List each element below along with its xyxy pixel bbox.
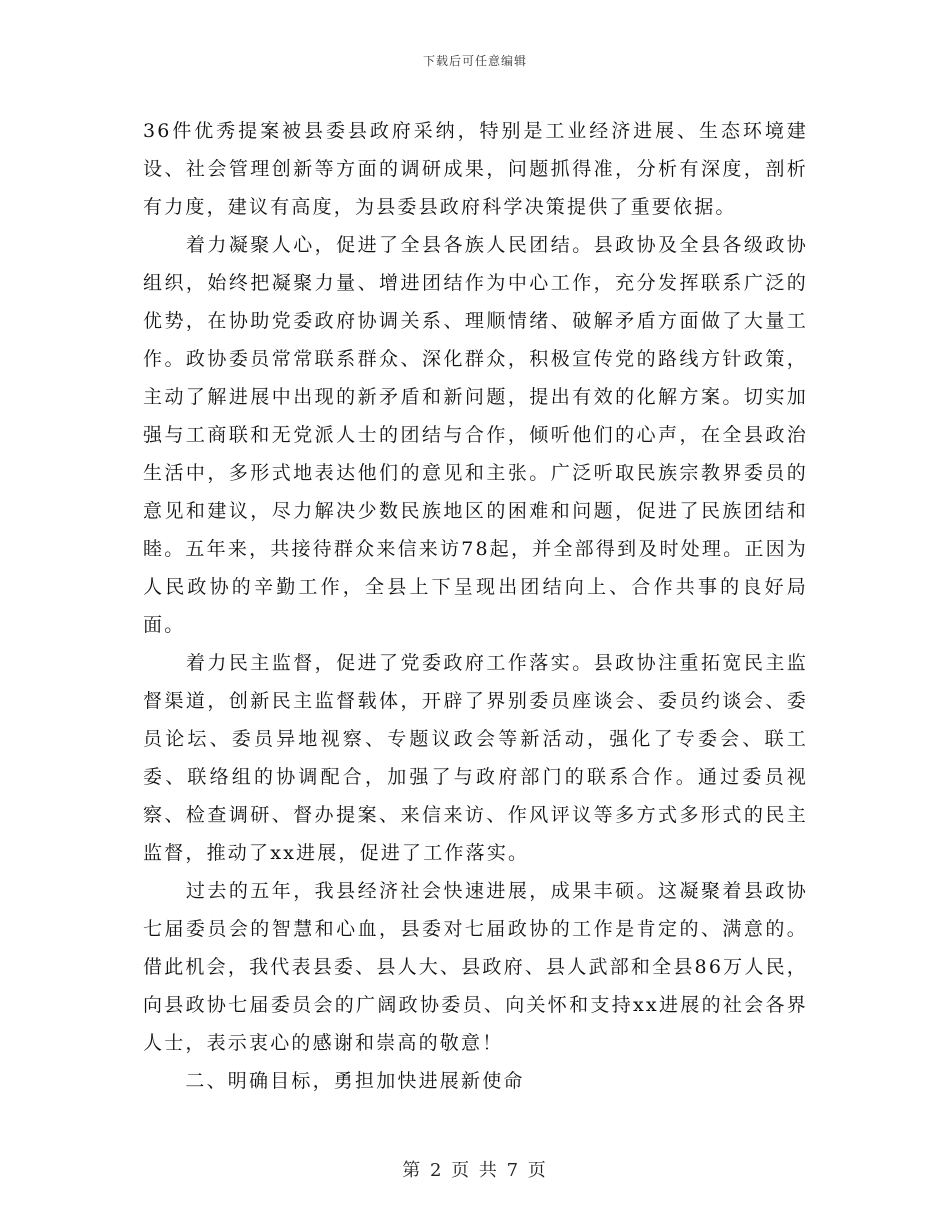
paragraph-4: 过去的五年，我县经济社会快速进展，成果丰硕。这凝聚着县政协七届委员会的智慧和心血，县委对七届政协的工作是肯定的、满意的。借此机会，我代表县委、县人大、县政府、县人武部和全县86万人民，向县政协七届委员会的广阔政协委员、向关怀和支持xx进展的社会各界人士，表示衷心的感谢和崇高的敬意！ (143, 880, 808, 1054)
document-body (143, 112, 808, 1100)
paragraph-3: 着力民主监督，促进了党委政府工作落实。县政协注重拓宽民主监督渠道，创新民主监督载体，开辟了界别委员座谈会、委员约谈会、委员论坛、委员异地视察、专题议政会等新活动，强化了专委会、联工委、联络组的协调配合，加强了与政府部门的联系合作。通过委员视察、检查调研、督办提案、来信来访、作风评议等多方式多形式的民主监督，推动了xx进展，促进了工作落实。 (143, 652, 808, 864)
paragraph-1: 36件优秀提案被县委县政府采纳，特别是工业经济进展、生态环境建设、社会管理创新等方面的调研成果，问题抓得准，分析有深度，剖析有力度，建议有高度，为县委县政府科学决策提供了重要依据。 (143, 120, 808, 218)
section-heading: 二、明确目标，勇担加快进展新使命 (143, 1070, 525, 1092)
paragraph-2: 着力凝聚人心，促进了全县各族人民团结。县政协及全县各级政协组织，始终把凝聚力量、增进团结作为中心工作，充分发挥联系广泛的优势，在协助党委政府协调关系、理顺情绪、破解矛盾方面做了大量工作。政协委员常常联系群众、深化群众，积极宣传党的路线方针政策，主动了解进展中出现的新矛盾和新问题，提出有效的化解方案。切实加强与工商联和无党派人士的团结与合作，倾听他们的心声，在全县政治生活中，多形式地表达他们的意见和主张。广泛听取民族宗教界委员的意见和建议，尽力解决少数民族地区的困难和问题，促进了民族团结和睦。五年来，共接待群众来信来访78起，并全部得到及时处理。正因为人民政协的辛勤工作，全县上下呈现出团结向上、合作共事的良好局面。 (143, 234, 808, 636)
page-header: 下载后可任意编辑 (422, 54, 527, 68)
page-number: 第 2 页 共 7 页 (402, 1160, 548, 1181)
